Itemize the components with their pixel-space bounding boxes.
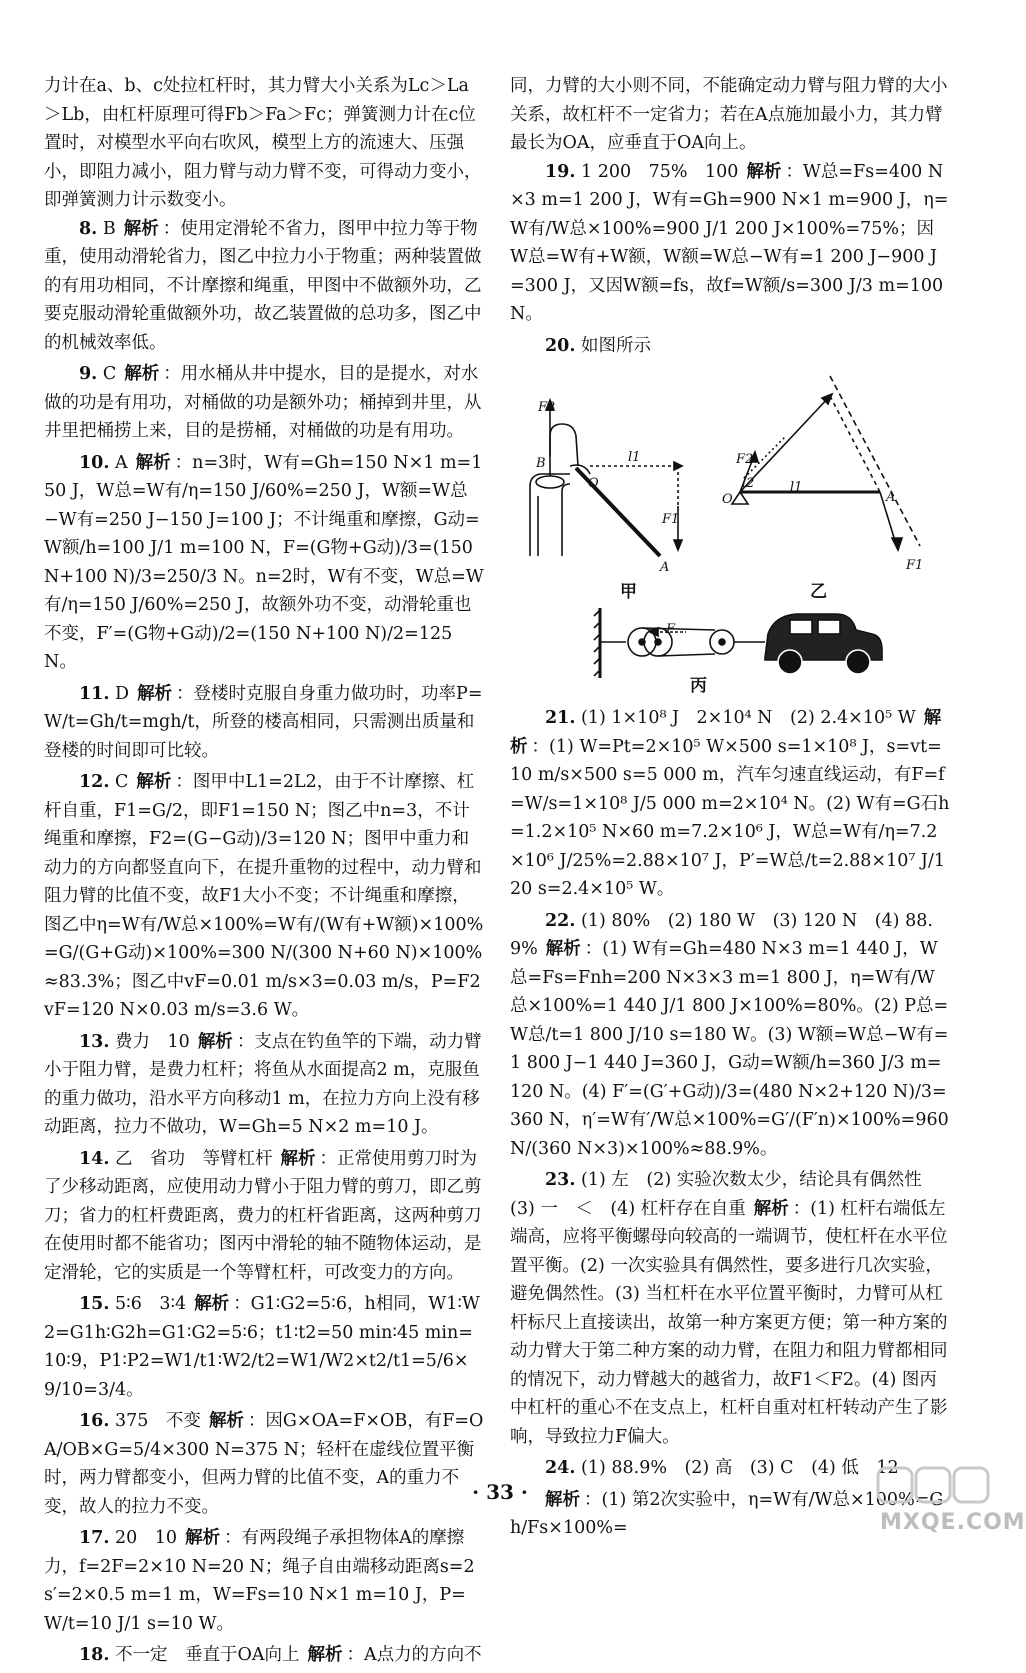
answer-key: (1) 1×10⁸ J 2×10⁴ N (2) 2.4×10⁵ W (581, 708, 916, 728)
answer-item-q10 (44, 449, 484, 677)
answer-item-q17 (44, 1524, 484, 1638)
explanation-label: 解析 (545, 1489, 580, 1510)
answer-item-q8 (44, 215, 484, 358)
figure-jia-caption: 甲 (620, 582, 637, 602)
answer-item-q11 (44, 680, 484, 766)
left-column (44, 72, 484, 1673)
explanation-label: 解析 (753, 1198, 789, 1219)
explanation-label: 解析 (280, 1148, 316, 1169)
answer-key: (1) 88.9% (2) 高 (3) C (4) 低 12 (581, 1458, 899, 1478)
figure-yi-diagram (720, 366, 950, 576)
explanation-text: ：正常使用剪刀时为了少移动距离，应使用动力臂小于阻力臂的剪刀，即乙剪刀；省力的杠杆费距离，费力的杠杆省距离，这两种剪刀在使用时都不能省功；图丙中滑轮的轴不随物体运动，是定滑轮，它的实质是一个等臂杠杆，可改变力的方向。 (44, 1148, 482, 1283)
figure-yi-caption: 乙 (810, 582, 827, 602)
explanation-label: 解析 (124, 364, 160, 384)
label-F2-jia: F2 (538, 400, 556, 415)
answer-item-q18c (510, 72, 950, 158)
label-B: B (536, 456, 546, 471)
explanation-label: 解析 (208, 1411, 244, 1431)
figure-bing-caption: 丙 (690, 676, 707, 696)
answer-key: 乙 省功 等臂杠杆 (115, 1148, 273, 1169)
answer-key: 如图所示 (581, 335, 652, 356)
explanation-label: 解析 (136, 772, 172, 792)
answer-key: D (115, 683, 130, 704)
question-number: 24. (545, 1458, 576, 1478)
explanation-text: ：有两段绳子承担物体A的摩擦力，f=2F=2×10 N=20 N；绳子自由端移动距离s=2s′=2×0.5 m=1 m，W=Fs=10 N×1 m=10 J，P=W/t=10 J/1 s=10 W。 (44, 1528, 475, 1634)
answer-item-q14 (44, 1145, 484, 1288)
answer-key: 1 200 75% 100 (581, 161, 739, 182)
watermark-text: MXQE.COM (880, 1510, 1026, 1535)
question-number: 23. (545, 1170, 576, 1190)
explanation-text: ：因G×OA=F×OB，有F=OA/OB×G=5/4×300 N=375 N；轻杆在虚线位置平衡时，两力臂都变小，但两力臂的比值不变，A的重力不变，故人的拉力不变。 (44, 1411, 484, 1517)
question-number: 21. (545, 708, 576, 728)
figure-area-q20 (510, 366, 950, 696)
label-F-bing: F (666, 622, 676, 637)
label-F2-yi: F2 (736, 452, 754, 467)
label-l2-yi: l2 (742, 476, 755, 491)
answer-item-q18 (44, 1641, 484, 1670)
question-number: 8. (79, 218, 98, 239)
answer-item-q13 (44, 1028, 484, 1142)
answer-item-q21 (510, 704, 950, 904)
explanation-label: 解析 (746, 161, 782, 182)
label-F1-jia: F1 (662, 512, 680, 527)
question-number: 16. (79, 1411, 110, 1431)
question-number: 20. (545, 335, 576, 356)
question-number: 14. (79, 1148, 110, 1169)
explanation-text: ：图甲中L1=2L2，由于不计摩擦、杠杆自重，F1=G/2，即F1=150 N；图乙中n=3，不计绳重和摩擦，F2=(G−G动)/3=120 N；图甲中重力和动力的方向都竖直向下，在提升重物的过程中，动力臂和阻力臂的比值不变，故F1大小不变；不计绳重和摩擦，图乙中η=W有/W总×100%=W有/(W有+W额)×100%=G/(G+G动)×100%=300 N/(300 N+60 N)×100%≈83.3%；图乙中vF=0.01 m/s×3=0.03 m/s，P=F2vF=120 N×0.03 m/s=3.6 W。 (44, 772, 484, 1020)
label-A-jia: A (660, 560, 670, 575)
explanation-text: ：W总=Fs=400 N×3 m=1 200 J，W有=Gh=900 N×1 m=900 J，η=W有/W总×100%=900 J/1 200 J×100%=75%；因W总=W有+W额，W额=W总−W有=1 200 J−900 J=300 J，又因W额=fs，故f=W额/s=300 J/3 m=100 N。 (510, 161, 949, 324)
explanation-text: ：登楼时克服自身重力做功时，功率P=W/t=Gh/t=mgh/t，所登的楼高相同，只需测出质量和登楼的时间即可比较。 (44, 683, 483, 761)
answer-key: 不一定 垂直于OA向上 (115, 1645, 300, 1665)
answer-item-q9 (44, 360, 484, 446)
answer-item-q20 (510, 332, 950, 361)
label-A-yi: A (886, 490, 896, 505)
answer-key: B (102, 218, 116, 239)
answer-item-q22 (510, 907, 950, 1164)
question-number: 12. (79, 772, 110, 792)
answer-item-q15 (44, 1290, 484, 1404)
explanation-label: 解析 (135, 452, 171, 473)
answer-key: 费力 10 (115, 1031, 190, 1052)
explanation-label: 解析 (510, 708, 942, 757)
explanation-text: ：n=3时，W有=Gh=150 N×1 m=150 J，W总=W有/η=150 J/60%=250 J，W额=W总−W有=250 J−150 J=100 J；不计绳重和摩擦，G动=W额/h=100 J/1 m=100 N，F=(G物+G动)/3=(150 N+100 N)/3=250/3 N。n=2时，W有不变，W总=W有/η=150 J/60%=250 J，故额外功不变，动滑轮重也不变，F′=(G物+G动)/2=(150 N+100 N)/2=125 N。 (44, 452, 484, 672)
explanation-label: 解析 (194, 1294, 230, 1314)
answer-key: 20 10 (115, 1528, 178, 1548)
answer-key: 5∶6 3∶4 (115, 1294, 187, 1314)
explanation-text: ：(1) 杠杆右端低左端高，应将平衡螺母向较高的一端调节，使杠杆在水平位置平衡。(2) 一次实验具有偶然性，要多进行几次实验，避免偶然性。(3) 当杠杆在水平位置平衡时，力臂可从杠杆标尺上直接读出，故第一种方案更方便；第一种方案的动力臂大于第二种方案的动力臂，在阻力和阻力臂都相同的情况下，动力臂越大的越省力，故F1＜F2。(4) 图丙中杠杆的重心不在支点上，杠杆自重对杠杆转动产生了影响，导致拉力F偏大。 (510, 1198, 948, 1447)
explanation-text: ：G1∶G2=5∶6，h相同，W1∶W2=G1h∶G2h=G1∶G2=5∶6；t1∶t2=50 min∶45 min=10∶9，P1∶P2=W1/t1∶W2/t2=W1/W2×t2/t1=5/6×9/10=3/4。 (44, 1294, 480, 1400)
explanation-label: 解析 (123, 218, 159, 239)
label-F1-yi: F1 (906, 558, 924, 573)
page-number: · 33 · (472, 1480, 528, 1504)
explanation-text: ：使用定滑轮不省力，图甲中拉力等于物重，使用动滑轮省力，图乙中拉力小于物重；两种装置做的有用功相同，不计摩擦和绳重，甲图中不做额外功，乙要克服动滑轮重做额外功，故乙装置做的总功多，图乙中的机械效率低。 (44, 218, 482, 353)
question-number: 9. (79, 364, 98, 384)
question-number: 17. (79, 1528, 110, 1548)
right-column (510, 72, 950, 1546)
answer-key: 375 不变 (115, 1411, 201, 1431)
answer-item-q19 (510, 158, 950, 329)
explanation-text: 同，力臂的大小则不同，不能确定动力臂与阻力臂的大小关系，故杠杆不一定省力；若在A点施加最小力，其力臂最长为OA，应垂直于OA向上。 (510, 76, 948, 153)
explanation-text: ：(1) W=Pt=2×10⁵ W×500 s=1×10⁸ J，s=vt=10 m/s×500 s=5 000 m，汽车匀速直线运动，有F=f=W/s=1×10⁸ J/5 000 m=2×10⁴ N。(2) W有=G石h=1.2×10⁵ N×60 m=7.2×10⁶ J，W总=W有/η=7.2×10⁶ J/25%=2.88×10⁷ J，P′=W总/t=2.88×10⁷ J/120 s=2.4×10⁵ W。 (510, 736, 950, 899)
question-number: 15. (79, 1294, 110, 1314)
explanation-label: 解析 (197, 1031, 233, 1052)
explanation-text: ：(1) 第2次实验中，η=W有/W总×100%=Gh/Fs×100%= (510, 1489, 944, 1538)
question-number: 11. (79, 683, 110, 704)
explanation-label: 解析 (137, 683, 173, 704)
question-number: 22. (545, 910, 576, 931)
explanation-label: 解析 (185, 1528, 221, 1548)
explanation-text: ：(1) W有=Gh=480 N×3 m=1 440 J，W总=Fs=Fnh=200 N×3×3 m=1 800 J，η=W有/W总×100%=1 440 J/1 800 J×100%=80%。(2) P总=W总/t=1 800 J/10 s=180 W。(3) W额=W总−W有=1 800 J−1 440 J=360 J，G动=W额/h=360 J/3 m=120 N。(4) F′=(G′+G动)/3=(480 N×2+120 N)/3=360 N，η′=W有′/W总×100%=G′/(F′n)×100%=960 N/(360 N×3)×100%≈88.9%。 (510, 939, 949, 1159)
explanation-text: ：支点在钓鱼竿的下端，动力臂小于阻力臂，是费力杠杆；将鱼从水面提高2 m，克服鱼的重力做功，沿水平方向移动1 m，在拉力方向上没有移动距离，拉力不做功，W=Gh=5 N×2 m=10 J。 (44, 1031, 482, 1137)
answer-item-q23 (510, 1166, 950, 1451)
answer-key: A (115, 452, 128, 473)
question-number: 18. (79, 1645, 110, 1665)
explanation-label: 解析 (307, 1645, 343, 1665)
label-l1-jia: l1 (628, 450, 641, 465)
answer-key: (1) 左 (2) 实验次数太少，结论具有偶然性 (3) 一 ＜ (4) 杠杆存在自重 (510, 1170, 940, 1219)
answer-key: C (102, 364, 117, 384)
answer-item-cont (44, 72, 484, 215)
label-l1-yi: l1 (790, 480, 803, 495)
question-number: 13. (79, 1031, 110, 1052)
label-O-yi: O (722, 492, 733, 507)
label-O-jia: O (588, 476, 599, 491)
explanation-text: ：用水桶从井中提水，目的是提水，对水做的功是有用功，对桶做的功是额外功；桶掉到井里，从井里把桶捞上来，目的是捞桶，对桶做的功是有用功。 (44, 364, 482, 441)
answer-item-q12 (44, 768, 484, 1025)
explanation-text: 力计在a、b、c处拉杠杆时，其力臂大小关系为Lc＞La＞Lb，由杠杆原理可得Fb＞Fa＞Fc；弹簧测力计在c位置时，对模型水平向右吹风，模型上方的流速大、压强小，即阻力减小，阻力臂与动力臂不变，可得动力变小，即弹簧测力计示数变小。 (44, 76, 482, 210)
question-number: 19. (545, 161, 576, 182)
answer-key: C (115, 772, 129, 792)
figure-bing-diagram (590, 598, 890, 688)
answer-key: (1) 80% (2) 180 W (3) 120 N (4) 88.9% (510, 910, 933, 959)
question-number: 10. (79, 452, 110, 473)
explanation-text: ：A点力的方向不 (346, 1645, 482, 1665)
explanation-label: 解析 (545, 939, 581, 959)
